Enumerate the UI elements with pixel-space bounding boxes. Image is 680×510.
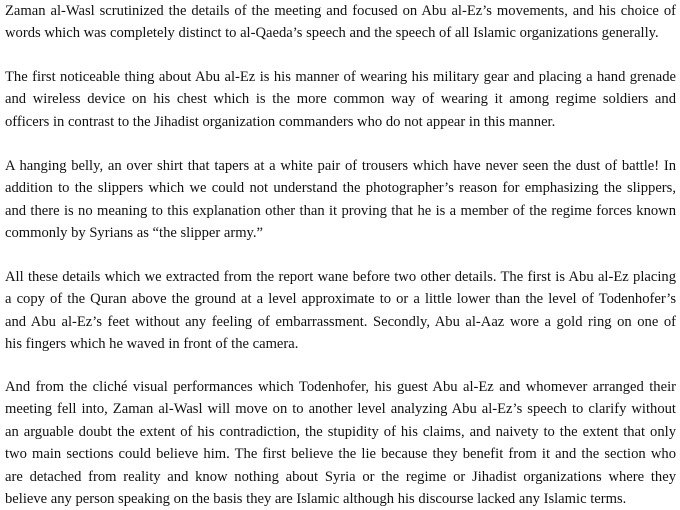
text-line: and Abu al-Ez’s feet without any feeling of embarrassment. Secondly, Abu al-Aaz wore a gold ring on one of <box>5 313 676 330</box>
text-line: Zaman al-Wasl scrutinized the details of the meeting and focused on Abu al-Ez’s movements, and his choice of <box>5 3 676 19</box>
text-line: All these details which we extracted from the report wane before two other details. The first is Abu al-Ez placing <box>5 269 676 285</box>
text-line: officers in contrast to the Jihadist organization commanders who do not appear in this manner. <box>5 113 556 130</box>
paragraph-4 <box>5 266 676 356</box>
paragraph-3 <box>5 155 676 245</box>
text-line: a copy of the Quran above the ground at a level approximate to or a little lower than the level of Todenhofer’s <box>5 291 676 308</box>
text-line: and wireless device on his chest which is the more common way of wearing it among regime soldiers and <box>5 91 676 108</box>
text-line: an arguable doubt the extent of his contradiction, the stupidity of his claims, and naivety to the extent that only <box>5 423 676 440</box>
text-line: The first noticeable thing about Abu al-Ez is his manner of wearing his military gear and placing a hand grenade <box>5 69 676 85</box>
text-line: A hanging belly, an over shirt that tapers at a white pair of trousers which have never seen the dust of battle! In <box>5 158 676 174</box>
text-line: addition to the slippers which we could not understand the photographer’s reason for emphasizing the slippers, <box>5 180 676 197</box>
text-line: are detached from reality and know nothing about Syria or the regime or Jihadist organizations where they <box>5 468 676 485</box>
text-line: believe any person speaking on the basis they are Islamic although his discourse lacked any Islamic terms. <box>5 491 627 508</box>
text-line: And from the cliché visual performances which Todenhofer, his guest Abu al-Ez and whomever arranged their <box>5 379 676 395</box>
paragraph-5 <box>5 376 676 510</box>
paragraph-2 <box>5 66 676 133</box>
text-line: and there is no meaning to this explanation other than it proving that he is a member of the regime forces known <box>5 202 676 219</box>
text-line: meeting fell into, Zaman al-Wasl will move on to another level analyzing Abu al-Ez’s speech to clarify without <box>5 401 676 418</box>
text-line: his fingers which he waved in front of the camera. <box>5 336 299 353</box>
text-line: two main sections could believe him. The first believe the lie because they benefit from it and the section who <box>5 446 676 463</box>
text-line: commonly by Syrians as “the slipper army.” <box>5 225 264 242</box>
paragraph-1 <box>5 0 676 45</box>
text-line: words which was completely distinct to al-Qaeda’s speech and the speech of all Islamic organizations generally. <box>5 25 659 42</box>
